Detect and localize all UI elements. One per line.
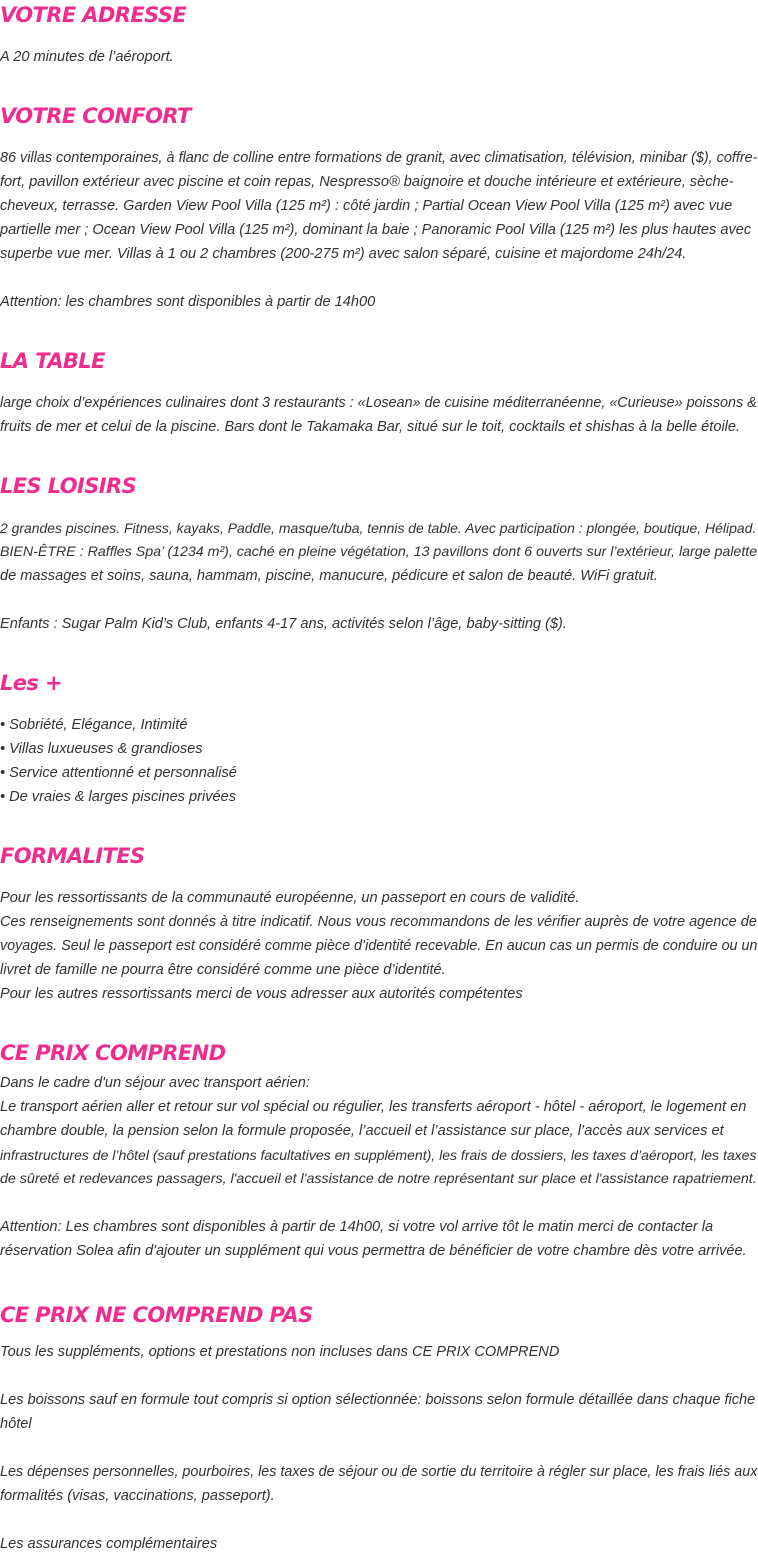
text-line <box>0 1191 758 1215</box>
text-line: Ces renseignements sont donnés à titre indicatif. Nous vous recommandons de les vérifier auprès de votre agence de <box>0 914 757 930</box>
bullet-item: • Sobriété, Elégance, Intimité <box>0 717 188 733</box>
section-votre-confort <box>0 101 758 314</box>
text-line: formalités (visas, vaccinations, passeport). <box>0 1488 275 1504</box>
text-line: Les dépenses personnelles, pourboires, les taxes de séjour ou de sortie du territoire à régler sur place, les frais liés aux <box>0 1464 758 1480</box>
text-line: hôtel <box>0 1416 32 1432</box>
section-heading: CE PRIX NE COMPREND PAS <box>0 1303 313 1327</box>
section-body <box>0 391 758 439</box>
text-line: A 20 minutes de l’aéroport. <box>0 49 174 65</box>
section-les-loisirs <box>0 471 758 636</box>
section-votre-adresse <box>0 0 758 69</box>
section-heading: LES LOISIRS <box>0 474 137 498</box>
text-line: BIEN-ÊTRE : Raffles Spa’ (1234 m²), caché en pleine végétation, 13 pavillons dont 6 ouverts sur l’extérieur, large palette <box>0 544 758 560</box>
text-line: cheveux, terrasse. Garden View Pool Villa (125 m²) : côté jardin ; Partial Ocean View Pool Villa (125 m²) avec vue <box>0 198 733 214</box>
text-line: de massages et soins, sauna, hammam, piscine, manucure, pédicure et salon de beauté. WiFi gratuit. <box>0 568 658 584</box>
text-line: Dans le cadre d'un séjour avec transport aérien: <box>0 1075 310 1091</box>
text-line: Attention: Les chambres sont disponibles à partir de 14h00, si votre vol arrive tôt le matin merci de contacter la <box>0 1219 714 1235</box>
section-body <box>0 713 758 809</box>
bullet-item: • De vraies & larges piscines privées <box>0 789 237 805</box>
text-line <box>0 1364 758 1388</box>
section-formalites <box>0 841 758 1006</box>
section-body <box>0 45 758 69</box>
bullet-item: • Service attentionné et personnalisé <box>0 765 237 781</box>
section-ce-prix-ne-comprend-pas <box>0 1300 758 1556</box>
bullet-item: • Villas luxueuses & grandioses <box>0 741 203 757</box>
text-line: 86 villas contemporaines, à flanc de colline entre formations de granit, avec climatisation, télévision, minibar ($), coffre- <box>0 150 758 166</box>
text-line: livret de famille ne pourra être considéré comme une pièce d’identité. <box>0 962 446 978</box>
text-line: partielle mer ; Ocean View Pool Villa (125 m²), dominant la baie ; Panoramic Pool Villa (125 m²) les plus hautes avec <box>0 222 752 238</box>
text-line: fort, pavillon extérieur avec piscine et coin repas, Nespresso® baignoire et douche intérieure et extérieure, sèche- <box>0 174 734 190</box>
section-heading: VOTRE ADRESSE <box>0 3 187 27</box>
section-body <box>0 1071 758 1263</box>
text-line: Pour les autres ressortissants merci de vous adresser aux autorités compétentes <box>0 986 523 1002</box>
text-line: Les assurances complémentaires <box>0 1536 218 1552</box>
section-body <box>0 516 758 636</box>
text-line: Tous les suppléments, options et prestations non incluses dans CE PRIX COMPREND <box>0 1344 560 1360</box>
text-line: chambre double, la pension selon la formule proposée, l’accueil et l’assistance sur place, l’accès aux services et <box>0 1123 724 1139</box>
text-line: Le transport aérien aller et retour sur vol spécial ou régulier, les transferts aéroport - hôtel - aéroport, le logement en <box>0 1099 747 1115</box>
text-line: Pour les ressortissants de la communauté européenne, un passeport en cours de validité. <box>0 890 580 906</box>
text-line: large choix d’expériences culinaires dont 3 restaurants : «Losean» de cuisine méditerranéenne, «Curieuse» poissons & <box>0 395 757 411</box>
text-line <box>0 266 758 290</box>
section-les-plus <box>0 668 758 809</box>
text-line: Enfants : Sugar Palm Kid’s Club, enfants 4-17 ans, activités selon l’âge, baby-sitting ($). <box>0 616 567 632</box>
section-body <box>0 886 758 1006</box>
text-line <box>0 1508 758 1532</box>
section-la-table <box>0 346 758 439</box>
section-heading: FORMALITES <box>0 844 145 868</box>
section-heading: CE PRIX COMPREND <box>0 1041 226 1065</box>
section-heading: Les + <box>0 671 63 695</box>
section-ce-prix-comprend <box>0 1038 758 1263</box>
text-line: voyages. Seul le passeport est considéré comme pièce d’identité recevable. En aucun cas un permis de conduire ou un <box>0 938 758 954</box>
text-line: Les boissons sauf en formule tout compris si option sélectionnée: boissons selon formule détaillée dans chaque fiche <box>0 1392 756 1408</box>
text-line: superbe vue mer. Villas à 1 ou 2 chambres (200-275 m²) avec salon séparé, cuisine et majordome 24h/24. <box>0 246 687 262</box>
section-heading: VOTRE CONFORT <box>0 104 191 128</box>
text-line: infrastructures de l’hôtel (sauf prestations facultatives en supplément), les frais de dossiers, les taxes d’aéroport, les taxes <box>0 1147 757 1163</box>
text-line: 2 grandes piscines. Fitness, kayaks, Paddle, masque/tuba, tennis de table. Avec participation : plongée, boutique, Hélipad. <box>0 520 757 536</box>
section-heading: LA TABLE <box>0 349 105 373</box>
section-body <box>0 146 758 314</box>
text-line <box>0 1436 758 1460</box>
text-line: réservation Solea afin d'ajouter un supplément qui vous permettra de bénéficier de votre chambre dès votre arrivée. <box>0 1243 747 1259</box>
text-line: de sûreté et redevances passagers, l'accueil et l'assistance de notre représentant sur place et l'assistance rapatriement. <box>0 1171 757 1187</box>
text-line: fruits de mer et celui de la piscine. Bars dont le Takamaka Bar, situé sur le toit, cocktails et shishas à la belle étoile. <box>0 419 741 435</box>
text-line <box>0 588 758 612</box>
text-line: Attention: les chambres sont disponibles à partir de 14h00 <box>0 294 376 310</box>
section-body <box>0 1340 758 1556</box>
